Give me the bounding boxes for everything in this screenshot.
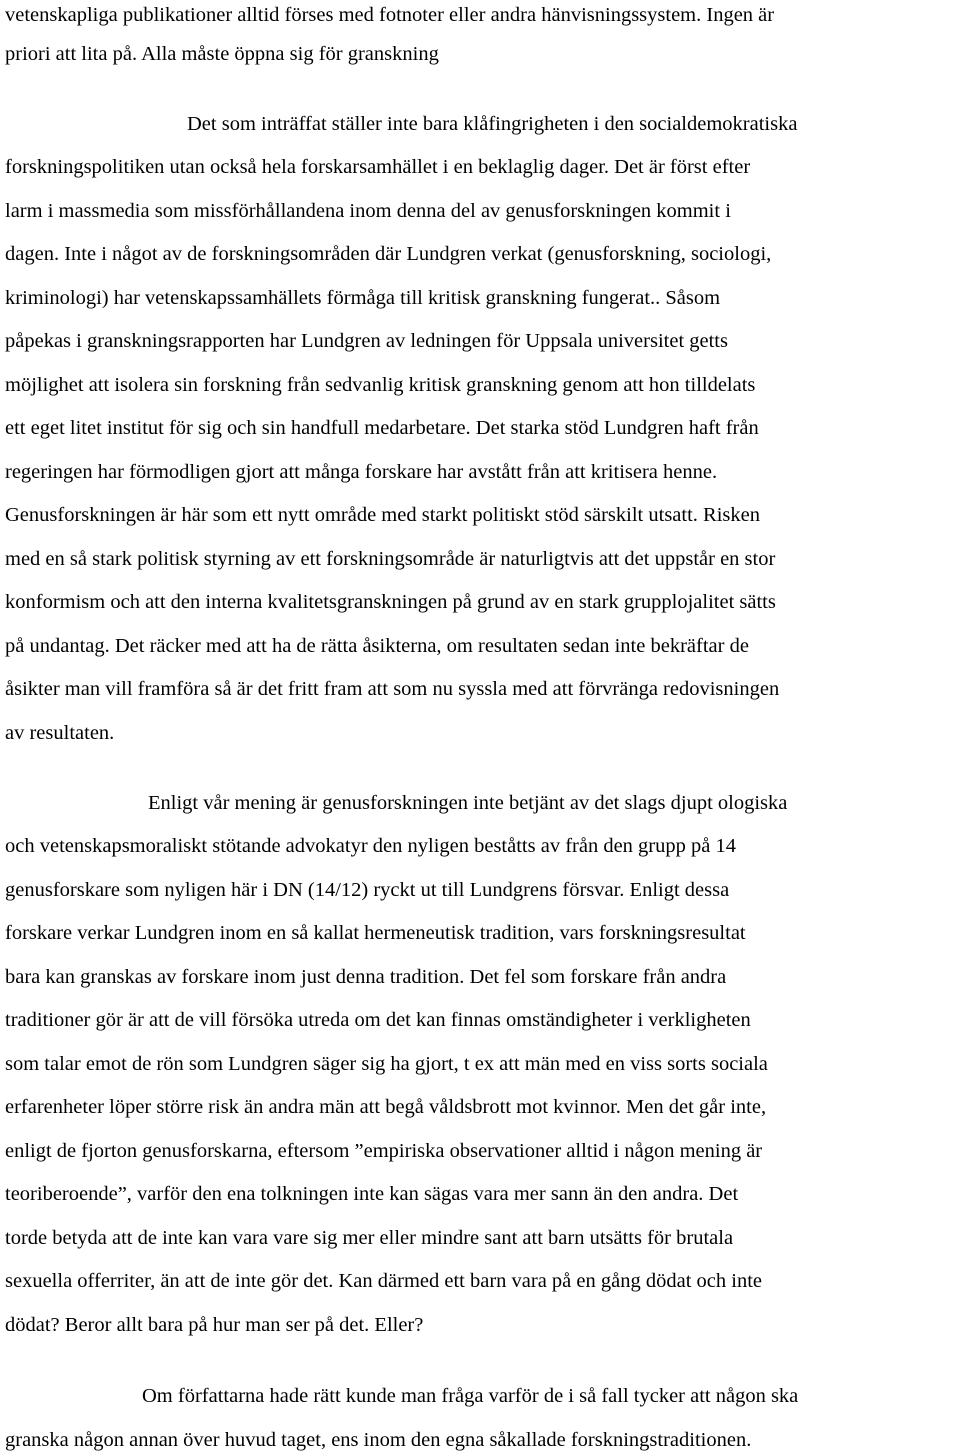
text-line: konformism och att den interna kvalitetsgranskningen på grund av en stark grupplojalitet sätts <box>5 591 776 613</box>
text-line: forskare verkar Lundgren inom en så kallat hermeneutisk tradition, vars forskningsresultat <box>5 922 746 944</box>
text-line: med en så stark politisk styrning av ett forskningsområde är naturligtvis att det uppstår en stor <box>5 548 776 570</box>
text-line: enligt de fjorton genusforskarna, eftersom ”empiriska observationer alltid i någon mening är <box>5 1140 763 1162</box>
text-line: genusforskare som nyligen här i DN (14/12) ryckt ut till Lundgrens försvar. Enligt dessa <box>5 879 730 901</box>
text-line: sexuella offerriter, än att de inte gör det. Kan därmed ett barn vara på en gång dödat och inte <box>5 1270 762 1292</box>
paragraph-first-line: Enligt vår mening är genusforskningen inte betjänt av det slags djupt ologiska <box>148 792 788 814</box>
text-line: priori att lita på. Alla måste öppna sig för granskning <box>5 43 439 65</box>
paragraph-first-line: Om författarna hade rätt kunde man fråga varför de i så fall tycker att någon ska <box>142 1385 799 1407</box>
text-line: av resultaten. <box>5 722 115 744</box>
text-line: forskningspolitiken utan också hela forskarsamhället i en beklaglig dager. Det är först efter <box>5 156 751 178</box>
text-line: bara kan granskas av forskare inom just denna tradition. Det fel som forskare från andra <box>5 966 727 988</box>
text-line: påpekas i granskningsrapporten har Lundgren av ledningen för Uppsala universitet getts <box>5 330 728 352</box>
text-line: erfarenheter löper större risk än andra män att begå våldsbrott mot kvinnor. Men det går inte, <box>5 1096 767 1118</box>
text-line: ett eget litet institut för sig och sin handfull medarbetare. Det starka stöd Lundgren haft från <box>5 417 759 439</box>
text-line: vetenskapliga publikationer alltid förses med fotnoter eller andra hänvisningssystem. Ingen är <box>5 4 775 26</box>
text-line: dödat? Beror allt bara på hur man ser på det. Eller? <box>5 1314 424 1336</box>
text-line: kriminologi) har vetenskapssamhällets förmåga till kritisk granskning fungerat.. Såsom <box>5 287 721 309</box>
paragraph-first-line: Det som inträffat ställer inte bara klåfingrigheten i den socialdemokratiska <box>187 113 798 135</box>
text-line: teoriberoende”, varför den ena tolkningen inte kan sägas vara mer sann än den andra. Det <box>5 1183 739 1205</box>
text-line: åsikter man vill framföra så är det fritt fram att som nu syssla med att förvränga redovisningen <box>5 678 780 700</box>
text-line: traditioner gör är att de vill försöka utreda om det kan finnas omständigheter i verkligheten <box>5 1009 751 1031</box>
text-line: granska någon annan över huvud taget, ens inom den egna såkallade forskningstraditionen. <box>5 1429 752 1451</box>
text-line: Genusforskningen är här som ett nytt område med starkt politiskt stöd särskilt utsatt. Risken <box>5 504 760 526</box>
text-line: som talar emot de rön som Lundgren säger sig ha gjort, t ex att män med en viss sorts sociala <box>5 1053 768 1075</box>
text-line: och vetenskapsmoraliskt stötande advokatyr den nyligen beståtts av från den grupp på 14 <box>5 835 736 857</box>
text-line: möjlighet att isolera sin forskning från sedvanlig kritisk granskning genom att hon tilldelats <box>5 374 756 396</box>
text-line: på undantag. Det räcker med att ha de rätta åsikterna, om resultaten sedan inte bekräftar de <box>5 635 749 657</box>
text-line: regeringen har förmodligen gjort att många forskare har avstått från att kritisera henne. <box>5 461 718 483</box>
text-line: larm i massmedia som missförhållandena inom denna del av genusforskningen kommit i <box>5 200 731 222</box>
text-line: dagen. Inte i något av de forskningsområden där Lundgren verkat (genusforskning, sociologi, <box>5 243 772 265</box>
text-line: torde betyda att de inte kan vara vare sig mer eller mindre sant att barn utsätts för brutala <box>5 1227 734 1249</box>
